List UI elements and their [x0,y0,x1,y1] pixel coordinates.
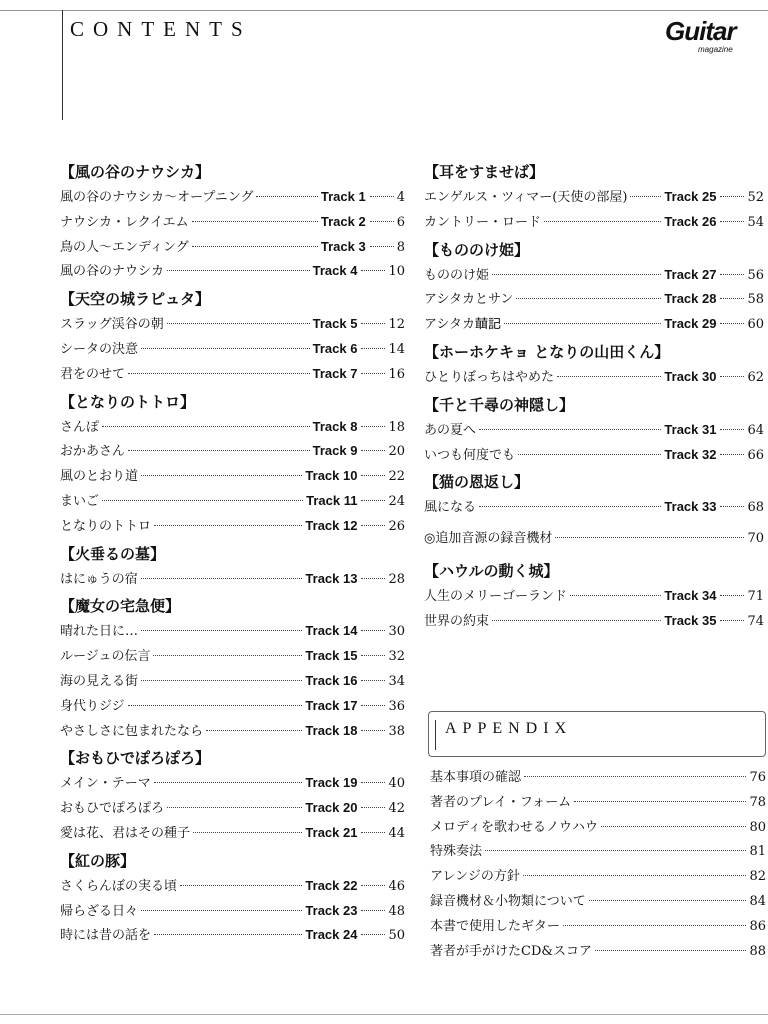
entry-title: 特殊奏法 [430,844,483,860]
section-title: 【千と千尋の神隠し】 [424,395,575,414]
toc-entry[interactable] [60,822,405,847]
toc-entry[interactable] [60,772,405,797]
page-number: 82 [749,869,766,885]
section-title: 【猫の恩返し】 [424,473,530,492]
page-number: 22 [388,469,405,485]
section-title: 【紅の豚】 [60,851,136,870]
page-number: 40 [388,776,405,792]
entry-title: さくらんぼの実る頃 [60,878,178,894]
track-number: Track 3 [320,238,366,254]
toc-section [424,236,764,338]
leader-dots [361,933,385,935]
leader-dots [154,524,302,526]
entry-title: シータの決意 [60,341,139,357]
appendix-entry[interactable] [430,865,766,890]
toc-entry-special[interactable] [424,527,764,555]
track-number: Track 7 [312,365,358,381]
section-title: 【ホーホケキョ となりの山田くん】 [424,342,670,361]
leader-dots [720,273,744,275]
leader-dots [361,704,385,706]
entry-title: はにゅうの宿 [60,571,138,587]
entry-title: メイン・テーマ [60,776,151,792]
leader-dots [102,499,303,501]
leader-dots [720,220,744,222]
page-number: 10 [388,264,405,280]
track-number: Track 27 [664,266,717,282]
appendix-entry[interactable] [430,766,766,791]
track-number: Track 5 [312,316,358,332]
toc-entry[interactable] [60,695,405,720]
entry-title: アシタカとサン [424,292,514,308]
entry-title: 身代りジジ [60,698,125,714]
page-number: 4 [396,190,405,205]
page-number: 81 [749,844,766,860]
section-title: 【おもひでぽろぽろ】 [60,749,211,768]
leader-dots [720,453,744,455]
leader-dots [720,619,744,621]
section-title: 【となりのトトロ】 [60,392,196,411]
page-number: 14 [388,341,405,357]
toc-entry[interactable] [424,186,764,211]
entry-title: さんぽ [60,419,100,435]
entry-title: 本書で使用したギター [430,918,560,934]
page-number: 12 [388,317,405,333]
page-number: 66 [747,447,764,463]
leader-dots [361,524,385,526]
page-number: 46 [388,878,405,894]
leader-dots [479,428,661,430]
leader-dots [361,654,385,656]
entry-title: いつも何度でも [424,447,516,463]
leader-dots [193,831,302,833]
page-number: 60 [747,317,764,333]
toc-entry[interactable] [60,515,405,540]
leader-dots [720,505,744,507]
section-title: 【魔女の宅急便】 [60,597,181,616]
track-number: Track 23 [305,902,358,918]
appendix-entry[interactable] [430,791,766,816]
entry-title: 海の見える街 [60,673,139,689]
toc-entry[interactable] [60,924,405,949]
track-number: Track 33 [664,499,717,515]
entry-title: ナウシカ・レクイエム [60,214,189,230]
page-number: 38 [388,723,405,739]
leader-dots [574,800,746,802]
leader-dots [361,629,385,631]
toc-entry[interactable] [60,260,405,285]
section-title: 【耳をすませば】 [424,163,545,181]
toc-entry[interactable] [424,585,764,610]
entry-title: おもひでぽろぽろ [60,801,165,817]
toc-entry[interactable] [424,211,764,236]
bottom-rule [0,1014,768,1015]
leader-dots [141,909,302,911]
entry-title: あの夏へ [424,422,477,438]
page-number: 84 [749,893,766,909]
leader-dots [492,273,661,275]
page-number: 34 [388,673,405,689]
page-number: 74 [747,613,764,629]
entry-title: 世界の約束 [424,613,490,629]
page-number: 20 [388,444,405,460]
entry-title: アシタカ𦻙記 [424,317,501,333]
leader-dots [361,474,385,476]
track-number: Track 10 [305,468,358,484]
leader-dots [361,347,385,349]
track-number: Track 14 [305,623,358,639]
toc-entry[interactable] [60,236,405,261]
toc-entry[interactable] [60,211,405,236]
appendix-title: APPENDIX [445,720,573,737]
page-number: 71 [747,589,764,605]
leader-dots [128,704,303,706]
leader-dots [361,269,385,271]
page-number: 6 [396,214,405,230]
track-number: Track 16 [305,672,358,688]
leader-dots [141,347,310,349]
entry-title: ◎追加音源の録音機材 [424,531,553,547]
page-number: 48 [388,903,405,919]
page-number: 88 [749,943,766,959]
page-number: 52 [747,190,764,205]
entry-title: 風のとおり道 [60,469,139,485]
track-number: Track 20 [305,800,358,816]
leader-dots [370,195,394,197]
toc-entry[interactable] [60,440,405,465]
page-number: 56 [747,267,764,283]
track-number: Track 30 [664,368,717,384]
leader-dots [518,453,661,455]
leader-dots [523,874,747,876]
track-number: Track 12 [305,517,358,533]
entry-title: 風の谷のナウシカ～オープニング [60,190,254,205]
toc-section [60,540,405,593]
page-number: 78 [749,794,766,810]
leader-dots [370,220,394,222]
toc-entry[interactable] [424,610,764,635]
track-number: Track 9 [312,443,358,459]
toc-entry[interactable] [60,490,405,515]
entry-title: 君をのせて [60,366,126,382]
track-number: Track 28 [664,291,717,307]
page-number: 58 [747,292,764,308]
entry-title: 風の谷のナウシカ [60,264,165,280]
toc-entry[interactable] [60,720,405,745]
toc-section [424,158,764,236]
toc-entry[interactable] [60,875,405,900]
leader-dots [479,505,661,507]
entry-title: 基本事項の確認 [430,770,522,785]
leader-dots [128,372,310,374]
leader-dots [361,322,385,324]
leader-dots [485,849,746,851]
toc-entry[interactable] [60,363,405,388]
leader-dots [570,594,661,596]
page-number: 62 [747,369,764,385]
page-number: 86 [749,918,766,934]
toc-entry[interactable] [60,338,405,363]
appendix-entry[interactable] [430,816,766,841]
leader-dots [720,375,744,377]
track-number: Track 18 [305,722,358,738]
entry-title: エンゲルス・ツィマー(天使の部屋) [424,190,628,205]
page-number: 50 [388,928,405,944]
leader-dots [361,577,385,579]
page-number: 18 [388,419,405,435]
toc-entry[interactable] [60,186,405,211]
toc-entry[interactable] [60,416,405,441]
entry-title: 人生のメリーゴーランド [424,589,568,605]
toc-section [424,338,764,391]
toc-section [424,557,764,635]
toc-section [60,158,405,285]
section-title: 【天空の城ラピュタ】 [60,290,211,309]
toc-entry[interactable] [60,465,405,490]
appendix-list [430,766,766,964]
leader-dots [516,297,661,299]
section-title: 【火垂るの墓】 [60,544,166,563]
section-title: 【ハウルの動く城】 [424,562,559,581]
leader-dots [167,806,302,808]
toc-entry[interactable] [60,670,405,695]
appendix-entry[interactable] [430,940,766,965]
leader-dots [192,220,318,222]
leader-dots [557,375,661,377]
leader-dots [141,629,302,631]
entry-title: 帰らざる日々 [60,903,139,919]
leader-dots [141,577,303,579]
leader-dots [720,322,744,324]
leader-dots [563,924,747,926]
track-number: Track 8 [312,418,358,434]
toc-section [60,847,405,949]
toc-entry[interactable] [60,568,405,593]
leader-dots [555,536,744,538]
leader-dots [206,729,302,731]
track-number: Track 15 [305,648,358,664]
entry-title: アレンジの方針 [430,869,520,885]
leader-dots [544,220,661,222]
toc-entry[interactable] [60,797,405,822]
leader-dots [370,245,394,247]
track-number: Track 13 [305,570,358,586]
entry-title: スラッグ渓谷の朝 [60,317,164,333]
track-number: Track 31 [664,421,717,437]
page-number: 28 [388,571,405,587]
entry-title: 鳥の人～エンディング [60,239,189,255]
page-number: 30 [388,624,405,640]
page-number: 32 [388,649,405,665]
page-number: 26 [388,518,405,534]
entry-title: メロディを歌わせるノウハウ [430,819,598,835]
leader-dots [720,297,744,299]
entry-title: 愛は花、君はその種子 [60,825,191,841]
leader-dots [180,884,302,886]
leader-dots [361,909,385,911]
entry-title: おかあさん [60,444,126,460]
toc-right-column [424,158,764,635]
track-number: Track 24 [305,927,358,943]
toc-section [60,592,405,744]
entry-title: ルージュの伝言 [60,649,151,665]
leader-dots [361,679,385,681]
toc-entry[interactable] [424,496,764,521]
toc-entry[interactable] [424,366,764,391]
track-number: Track 11 [306,492,358,508]
leader-dots [361,729,385,731]
page-number: 68 [747,500,764,516]
page-number: 70 [747,531,764,547]
page-number: 54 [747,214,764,230]
page-number: 80 [749,819,766,835]
toc-entry[interactable] [424,264,764,289]
page-title: CONTENTS [70,17,252,41]
toc-section [60,388,405,540]
page-number: 24 [388,493,405,509]
appendix-entry[interactable] [430,890,766,915]
track-number: Track 29 [664,316,717,332]
entry-title: 時には昔の話を [60,928,152,944]
toc-section [424,391,764,469]
leader-dots [153,654,302,656]
track-number: Track 35 [664,612,717,628]
leader-dots [102,425,310,427]
page-number: 16 [388,366,405,382]
section-title: 【風の谷のナウシカ】 [60,163,211,181]
leader-dots [595,949,747,951]
track-number: Track 19 [305,775,358,791]
toc-entry[interactable] [424,288,764,313]
track-number: Track 21 [305,824,358,840]
entry-title: 録音機材＆小物類について [430,893,586,909]
track-number: Track 22 [305,877,358,893]
toc-entry[interactable] [424,419,764,444]
entry-title: 晴れた日に… [60,624,139,640]
page-number: 44 [388,825,405,841]
leader-dots [720,428,744,430]
leader-dots [154,933,302,935]
leader-dots [524,775,746,777]
magazine-logo-sub: magazine [698,45,733,54]
section-title: 【もののけ姫】 [424,240,530,259]
leader-dots [192,245,318,247]
leader-dots [361,806,385,808]
leader-dots [361,499,385,501]
leader-dots [167,269,310,271]
entry-title: ひとりぼっちはやめた [424,369,555,385]
toc-section [60,744,405,846]
toc-entry[interactable] [60,620,405,645]
leader-dots [128,449,310,451]
leader-dots [720,594,744,596]
entry-title: もののけ姫 [424,267,490,283]
leader-dots [361,449,385,451]
page-number: 76 [749,770,766,785]
toc-entry[interactable] [60,900,405,925]
appendix-entry[interactable] [430,915,766,940]
leader-dots [589,899,747,901]
track-number: Track 34 [664,588,717,604]
track-number: Track 4 [312,263,358,279]
entry-title: 風になる [424,500,477,516]
track-number: Track 32 [664,446,717,462]
leader-dots [256,195,317,197]
toc-left-column [60,158,405,949]
leader-dots [361,831,385,833]
leader-dots [601,825,746,827]
track-number: Track 6 [312,340,358,356]
leader-dots [361,425,385,427]
appendix-entry[interactable] [430,840,766,865]
page-number: 8 [396,239,405,255]
page-number: 64 [747,422,764,438]
leader-dots [167,322,310,324]
leader-dots [361,372,385,374]
toc-section [60,285,405,387]
leader-dots [154,781,303,783]
track-number: Track 26 [664,213,717,229]
toc-entry[interactable] [60,645,405,670]
leader-dots [492,619,661,621]
entry-title: まいご [60,493,100,509]
track-number: Track 1 [320,189,366,204]
leader-dots [720,195,744,197]
leader-dots [504,322,661,324]
toc-entry[interactable] [60,313,405,338]
track-number: Track 2 [320,213,366,229]
entry-title: 著者のプレイ・フォーム [430,794,572,810]
track-number: Track 17 [305,697,358,713]
page-number: 42 [388,801,405,817]
leader-dots [141,474,302,476]
appendix-header-box [428,711,766,757]
toc-section [424,468,764,521]
page-number: 36 [388,698,405,714]
toc-entry[interactable] [424,313,764,338]
toc-entry[interactable] [424,444,764,469]
leader-dots [361,884,385,886]
track-number: Track 25 [664,189,717,204]
magazine-logo: Guitar [665,16,736,46]
leader-dots [361,781,385,783]
entry-title: となりのトトロ [60,518,152,534]
entry-title: 著者が手がけたCD&スコア [430,943,592,959]
entry-title: やさしさに包まれたなら [60,723,204,739]
entry-title: カントリー・ロード [424,214,542,230]
leader-dots [141,679,302,681]
leader-dots [630,195,661,197]
